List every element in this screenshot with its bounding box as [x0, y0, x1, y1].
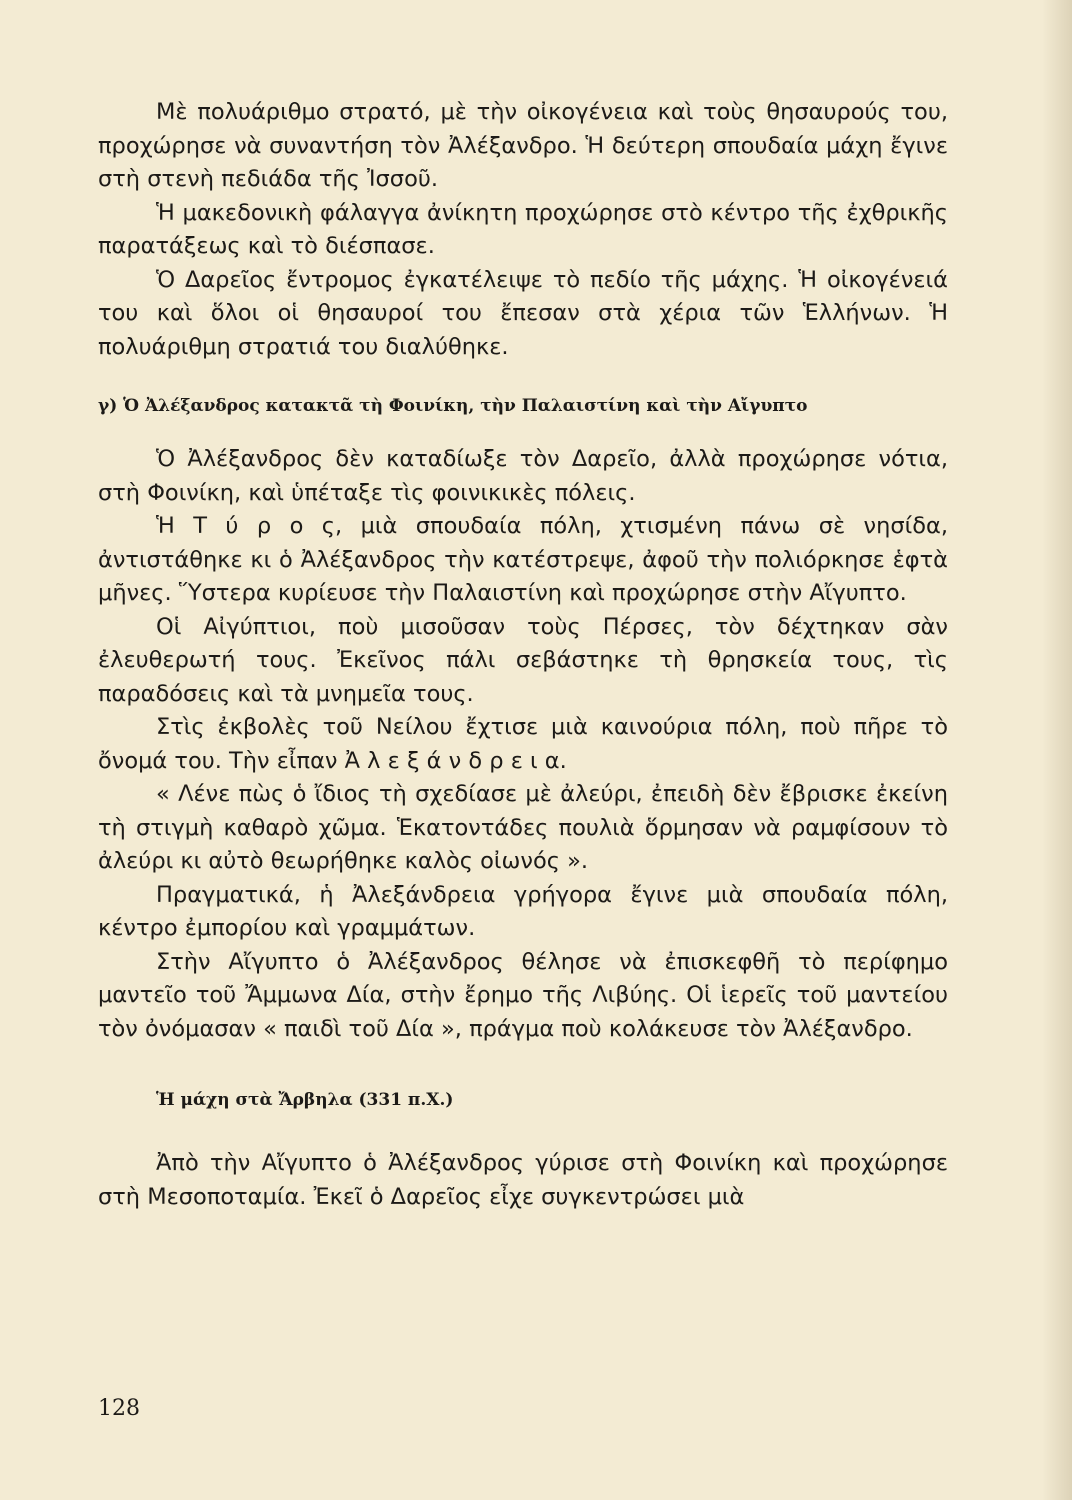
paragraph: Ἡ Τ ύ ρ ο ς, μιὰ σπουδαία πόλη, χτισμένη πάνω σὲ νησίδα, ἀντιστάθηκε κι ὁ Ἀλέξανδρος τὴν κατέστρεψε, ἀφοῦ τὴν πολιόρκησε ἑφτὰ μῆνες. Ὕστερα κυρίευσε τὴν Παλαιστίνη καὶ προχώρησε στὴν Αἴγυπτο.: [98, 513, 948, 606]
page-number: 128: [98, 1396, 140, 1421]
paragraph: Στὴν Αἴγυπτο ὁ Ἀλέξανδρος θέλησε νὰ ἐπισκεφθῆ τὸ περίφημο μαντεῖο τοῦ Ἄμμωνα Δία, στὴν ἔρημο τῆς Λιβύης. Οἱ ἱερεῖς τοῦ μαντείου τὸν ὀνόμασαν « παιδὶ τοῦ Δία », πράγμα ποὺ κολάκευσε τὸν Ἀλέξανδρο.: [98, 948, 948, 1042]
text-block: [98, 96, 948, 1214]
page-edge-shadow: [1042, 0, 1072, 1500]
paragraph: Πραγματικά, ἡ Ἀλεξάνδρεια γρήγορα ἔγινε μιὰ σπουδαία πόλη, κέντρο ἐμπορίου καὶ γραμμάτων.: [98, 881, 948, 941]
paragraph: Στὶς ἐκβολὲς τοῦ Νείλου ἔχτισε μιὰ καινούρια πόλη, ποὺ πῆρε τὸ ὄνομά του. Τὴν εἶπαν Ἀ λ ε ξ ά ν δ ρ ε ι α.: [98, 714, 948, 774]
section-heading: γ) Ὁ Ἀλέξανδρος κατακτᾶ τὴ Φοινίκη, τὴν Παλαιστίνη καὶ τὴν Αἴγυπτο: [98, 396, 808, 416]
subsection-heading: Ἡ μάχη στὰ Ἄρβηλα (331 π.Χ.): [156, 1090, 454, 1110]
paragraph: Οἱ Αἰγύπτιοι, ποὺ μισοῦσαν τοὺς Πέρσες, τὸν δέχτηκαν σὰν ἐλευθερωτή τους. Ἐκεῖνος πάλι σεβάστηκε τὴ θρησκεία τους, τὶς παραδόσεις καὶ τὰ μνημεῖα τους.: [98, 613, 948, 707]
paragraph: « Λένε πὼς ὁ ἴδιος τὴ σχεδίασε μὲ ἀλεύρι, ἐπειδὴ δὲν ἔβρισκε ἐκείνη τὴ στιγμὴ καθαρὸ χῶμα. Ἑκατοντάδες πουλιὰ ὅρμησαν νὰ ραμφίσουν τὸ ἀλεύρι κι αὐτὸ θεωρήθηκε καλὸς οἰωνός ».: [98, 781, 948, 874]
paragraph: Μὲ πολυάριθμο στρατό, μὲ τὴν οἰκογένεια καὶ τοὺς θησαυρούς του, προχώρησε νὰ συναντήση τὸν Ἀλέξανδρο. Ἡ δεύτερη σπουδαία μάχη ἔγινε στὴ στενὴ πεδιάδα τῆς Ἰσσοῦ.: [98, 99, 948, 192]
paragraph: Ἀπὸ τὴν Αἴγυπτο ὁ Ἀλέξανδρος γύρισε στὴ Φοινίκη καὶ προχώρησε στὴ Μεσοποταμία. Ἐκεῖ ὁ Δαρεῖος εἶχε συγκεντρώσει μιὰ: [98, 1150, 948, 1210]
paragraph: Ἡ μακεδονικὴ φάλαγγα ἀνίκητη προχώρησε στὸ κέντρο τῆς ἐχθρικῆς παρατάξεως καὶ τὸ διέσπασε.: [98, 199, 948, 259]
paragraph: Ὁ Ἀλέξανδρος δὲν καταδίωξε τὸν Δαρεῖο, ἀλλὰ προχώρησε νότια, στὴ Φοινίκη, καὶ ὑπέταξε τὶς φοινικικὲς πόλεις.: [98, 446, 948, 506]
paragraph: Ὁ Δαρεῖος ἔντρομος ἐγκατέλειψε τὸ πεδίο τῆς μάχης. Ἡ οἰκογένειά του καὶ ὅλοι οἱ θησαυροί του ἔπεσαν στὰ χέρια τῶν Ἑλλήνων. Ἡ πολυάριθμη στρατιά του διαλύθηκε.: [98, 266, 948, 360]
